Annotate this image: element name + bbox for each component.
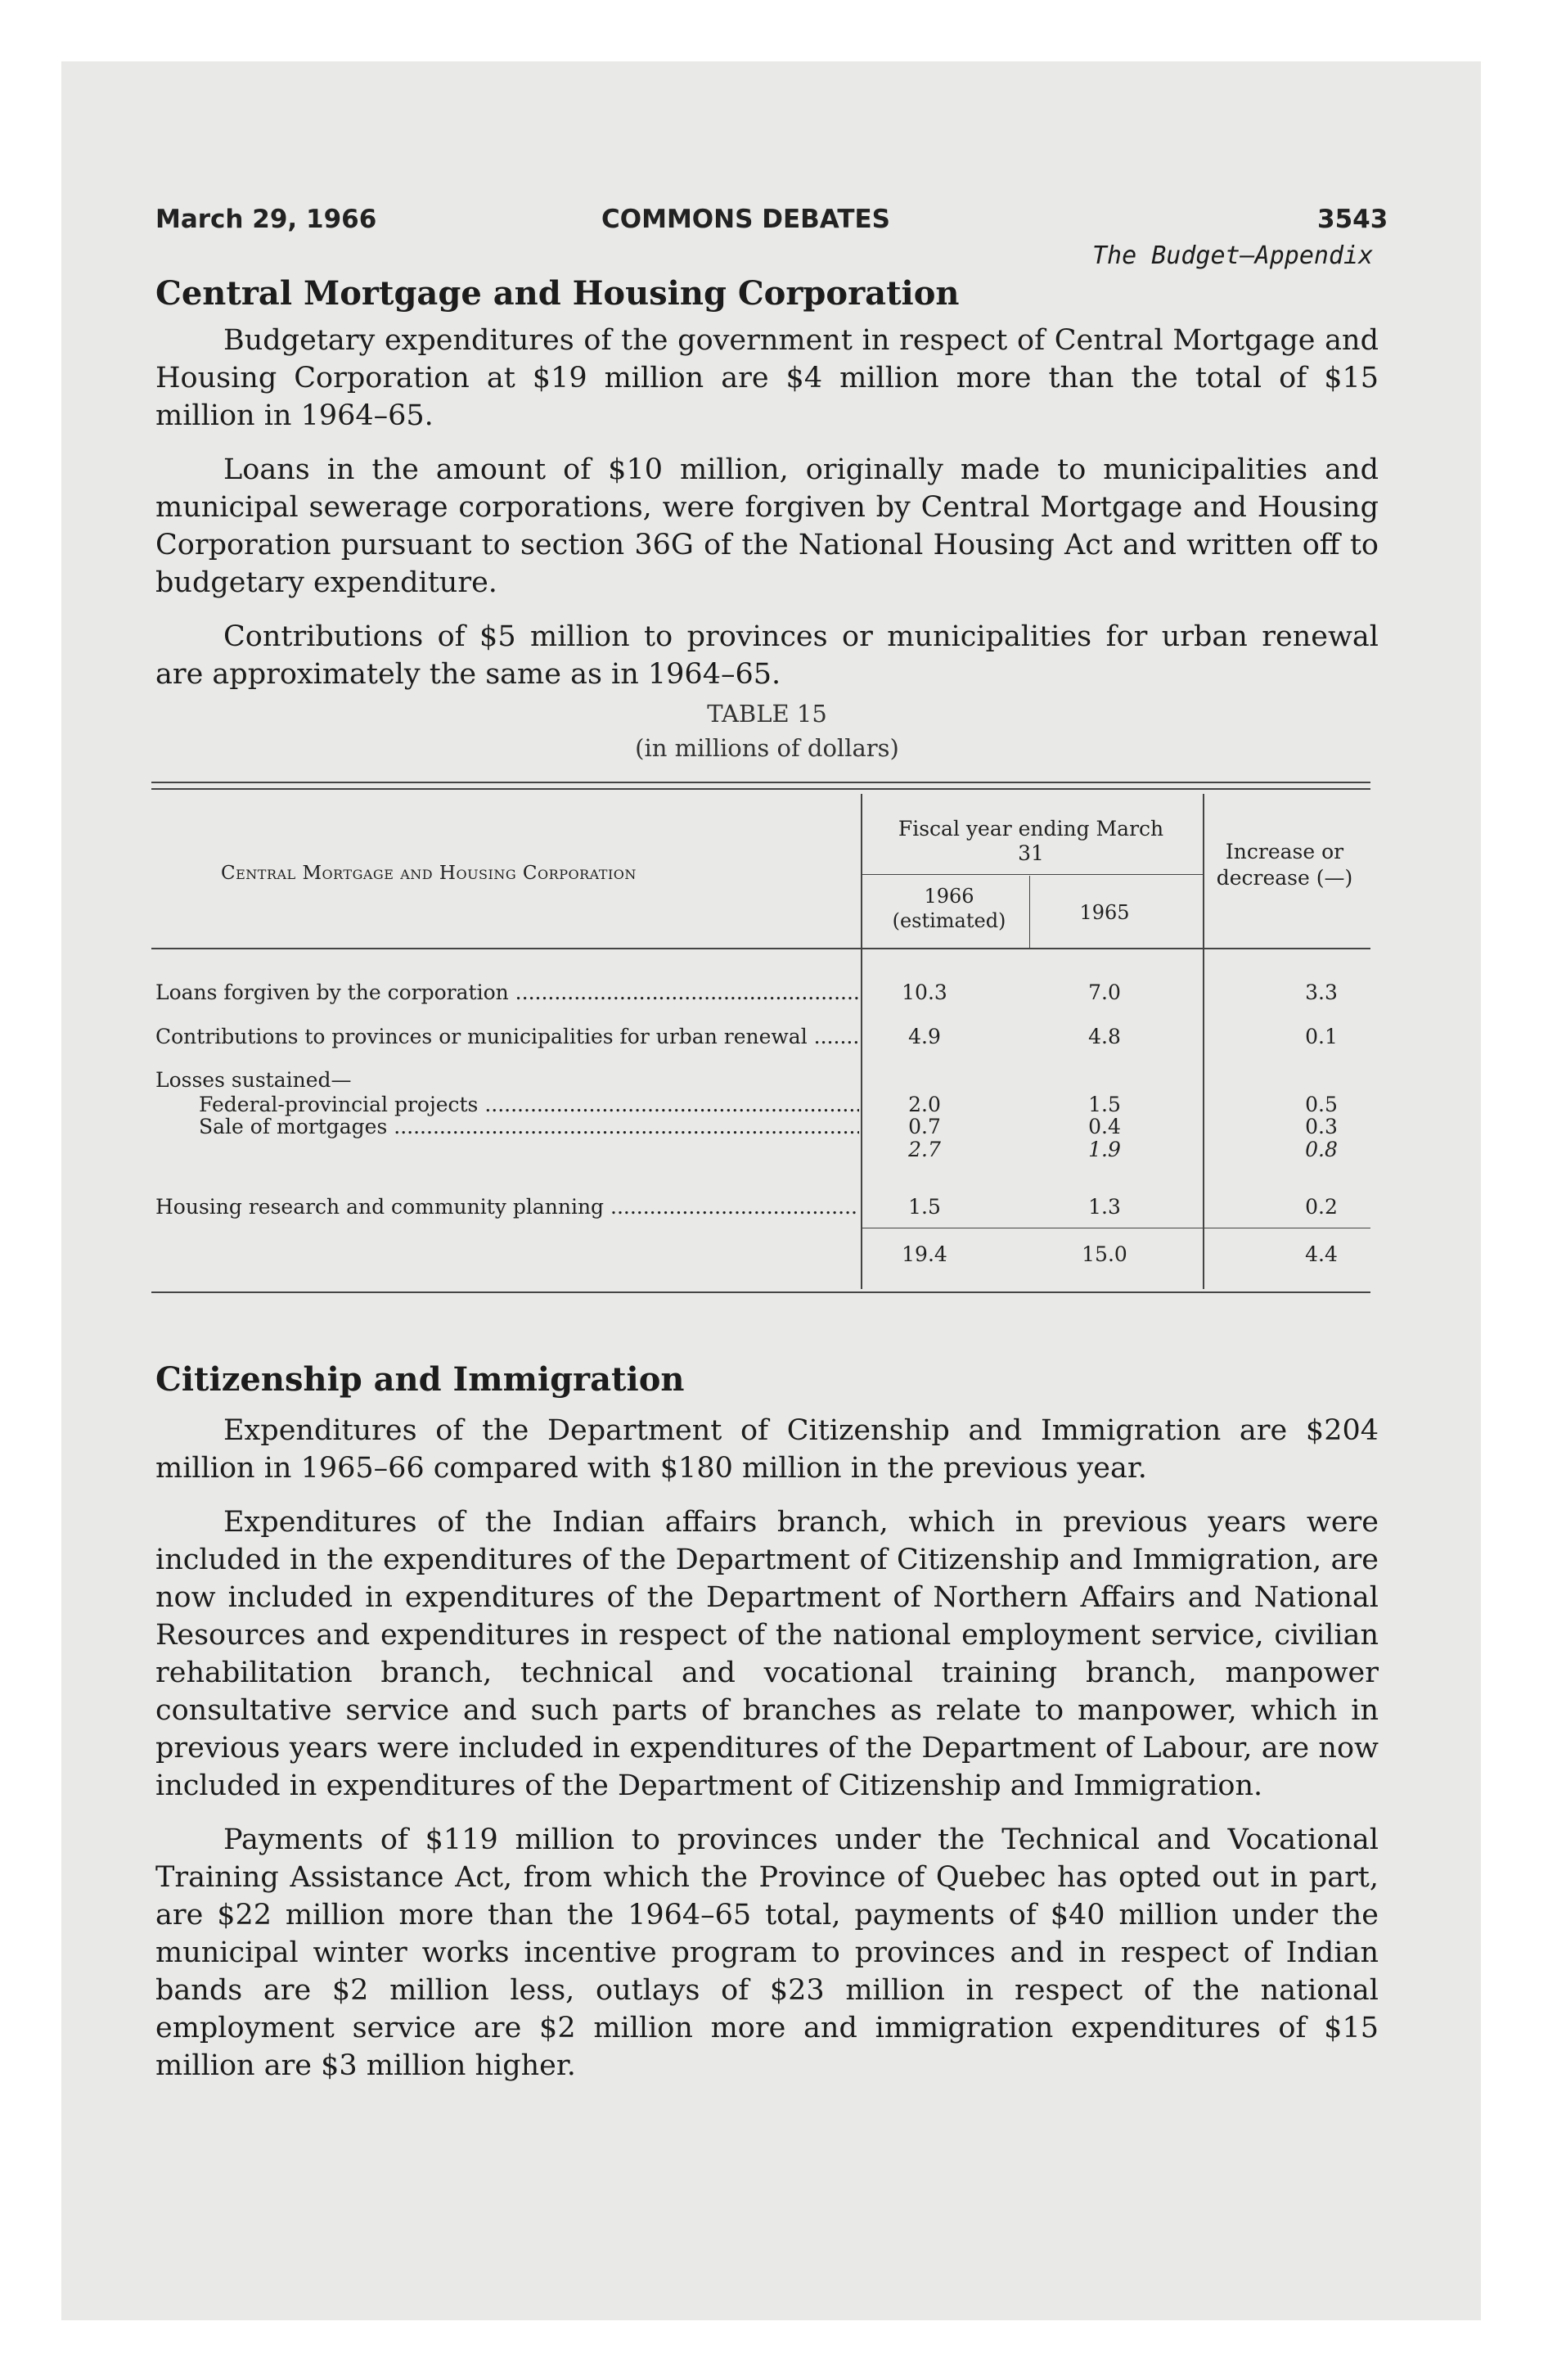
- cell-1965: 7.0: [1088, 980, 1121, 1004]
- section-title-cmhc: Central Mortgage and Housing Corporation: [155, 274, 960, 313]
- cell-1965: 1.5: [1088, 1093, 1121, 1116]
- table-caption: TABLE 15: [707, 700, 827, 728]
- col3-header: Increase or decrease (—): [1216, 840, 1353, 890]
- cell-1965-total: 15.0: [1082, 1242, 1127, 1266]
- section-body-citizenship: [155, 1412, 1379, 2101]
- table-top-rule-double: [151, 788, 1370, 790]
- section-title-citizenship: Citizenship and Immigration: [155, 1360, 685, 1399]
- cell-change-total: 4.4: [1305, 1242, 1338, 1266]
- table-top-rule: [151, 782, 1370, 783]
- table-subcaption: (in millions of dollars): [635, 734, 899, 762]
- cell-change: 0.2: [1305, 1195, 1338, 1219]
- cell-1965: 1.3: [1088, 1195, 1121, 1219]
- cell-change: 0.3: [1305, 1115, 1338, 1138]
- cell-1966: 0.7: [908, 1115, 941, 1138]
- col-group-header: Fiscal year ending March 31: [898, 817, 1164, 865]
- header-page-number: 3543: [1317, 205, 1388, 234]
- paragraph: Loans in the amount of $10 million, originally made to municipalities and municipal sewerage corporations, were forgiven by Central Mortgage and Housing Corporation pursuant to section 36G of the National Housing Act and written off to budgetary expenditure.: [155, 453, 1379, 599]
- section-body-cmhc: [155, 322, 1379, 710]
- subcol-divider: [1029, 876, 1030, 948]
- header-bottom-rule: [151, 948, 1370, 949]
- paragraph: Payments of $119 million to provinces under the Technical and Vocational Training Assistance Act, from which the Province of Quebec has opted out in part, are $22 million more than the 1964–65 total, payments of $40 million under the municipal winter works incentive program to provinces and in respect of Indian bands are $2 million less, outlays of $23 million in respect of the national employment service are $2 million more and immigration expenditures of $15 million are $3 million higher.: [155, 1823, 1379, 2082]
- col-divider-1: [861, 794, 862, 1289]
- cell-1965: 4.8: [1088, 1025, 1121, 1048]
- row-label: Federal-provincial projects .....: [199, 1093, 859, 1117]
- col-divider-2: [1203, 794, 1204, 1289]
- paragraph: Budgetary expenditures of the government in respect of Central Mortgage and Housing Corporation at $19 million are $4 million more than the total of $15 million in 1964–65.: [155, 324, 1379, 432]
- cell-1966-subtotal: 2.7: [908, 1138, 941, 1161]
- cell-change: 3.3: [1305, 980, 1338, 1004]
- stub-header: Central Mortgage and Housing Corporation: [221, 863, 637, 884]
- col2-header: 1965: [1079, 901, 1130, 924]
- header-date: March 29, 1966: [155, 205, 377, 234]
- cell-1965: 0.4: [1088, 1115, 1121, 1138]
- running-head: The Budget—Appendix: [1092, 241, 1374, 270]
- paragraph: Expenditures of the Department of Citizenship and Immigration are $204 million in 1965–66 compared with $180 million in the previous year.: [155, 1414, 1379, 1485]
- cell-change-subtotal: 0.8: [1305, 1138, 1338, 1161]
- cell-change: 0.1: [1305, 1025, 1338, 1048]
- cell-1966-total: 19.4: [902, 1242, 947, 1266]
- table-bottom-rule: [151, 1291, 1370, 1293]
- row-label: Loans forgiven by the corporation .....: [155, 980, 859, 1005]
- cell-1966: 4.9: [908, 1025, 941, 1048]
- group-header-rule: [861, 874, 1203, 875]
- cell-1966: 1.5: [908, 1195, 941, 1219]
- cell-1965-subtotal: 1.9: [1088, 1138, 1121, 1161]
- header-publication: COMMONS DEBATES: [601, 205, 890, 234]
- row-label: Housing research and community planning .....: [155, 1195, 859, 1219]
- row-label-group: Losses sustained—: [155, 1068, 352, 1092]
- row-label: Contributions to provinces or municipalities for urban renewal .....: [155, 1025, 859, 1049]
- cell-change: 0.5: [1305, 1093, 1338, 1116]
- cell-1966: 2.0: [908, 1093, 941, 1116]
- row-label: Sale of mortgages .....: [199, 1115, 859, 1139]
- paragraph: Expenditures of the Indian affairs branch, which in previous years were included in the expenditures of the Department of Citizenship and Immigration, are now included in expenditures of the Department of Northern Affairs and National Resources and expenditures in respect of the national employment service, civilian rehabilitation branch, technical and vocational training branch, manpower consultative service and such parts of branches as relate to manpower, which in previous years were included in expenditures of the Department of Labour, are now included in expenditures of the Department of Citizenship and Immigration.: [155, 1506, 1379, 1802]
- col1-header: 1966 (estimated): [892, 885, 1006, 932]
- cell-1966: 10.3: [902, 980, 947, 1004]
- paragraph: Contributions of $5 million to provinces or municipalities for urban renewal are approximately the same as in 1964–65.: [155, 620, 1379, 691]
